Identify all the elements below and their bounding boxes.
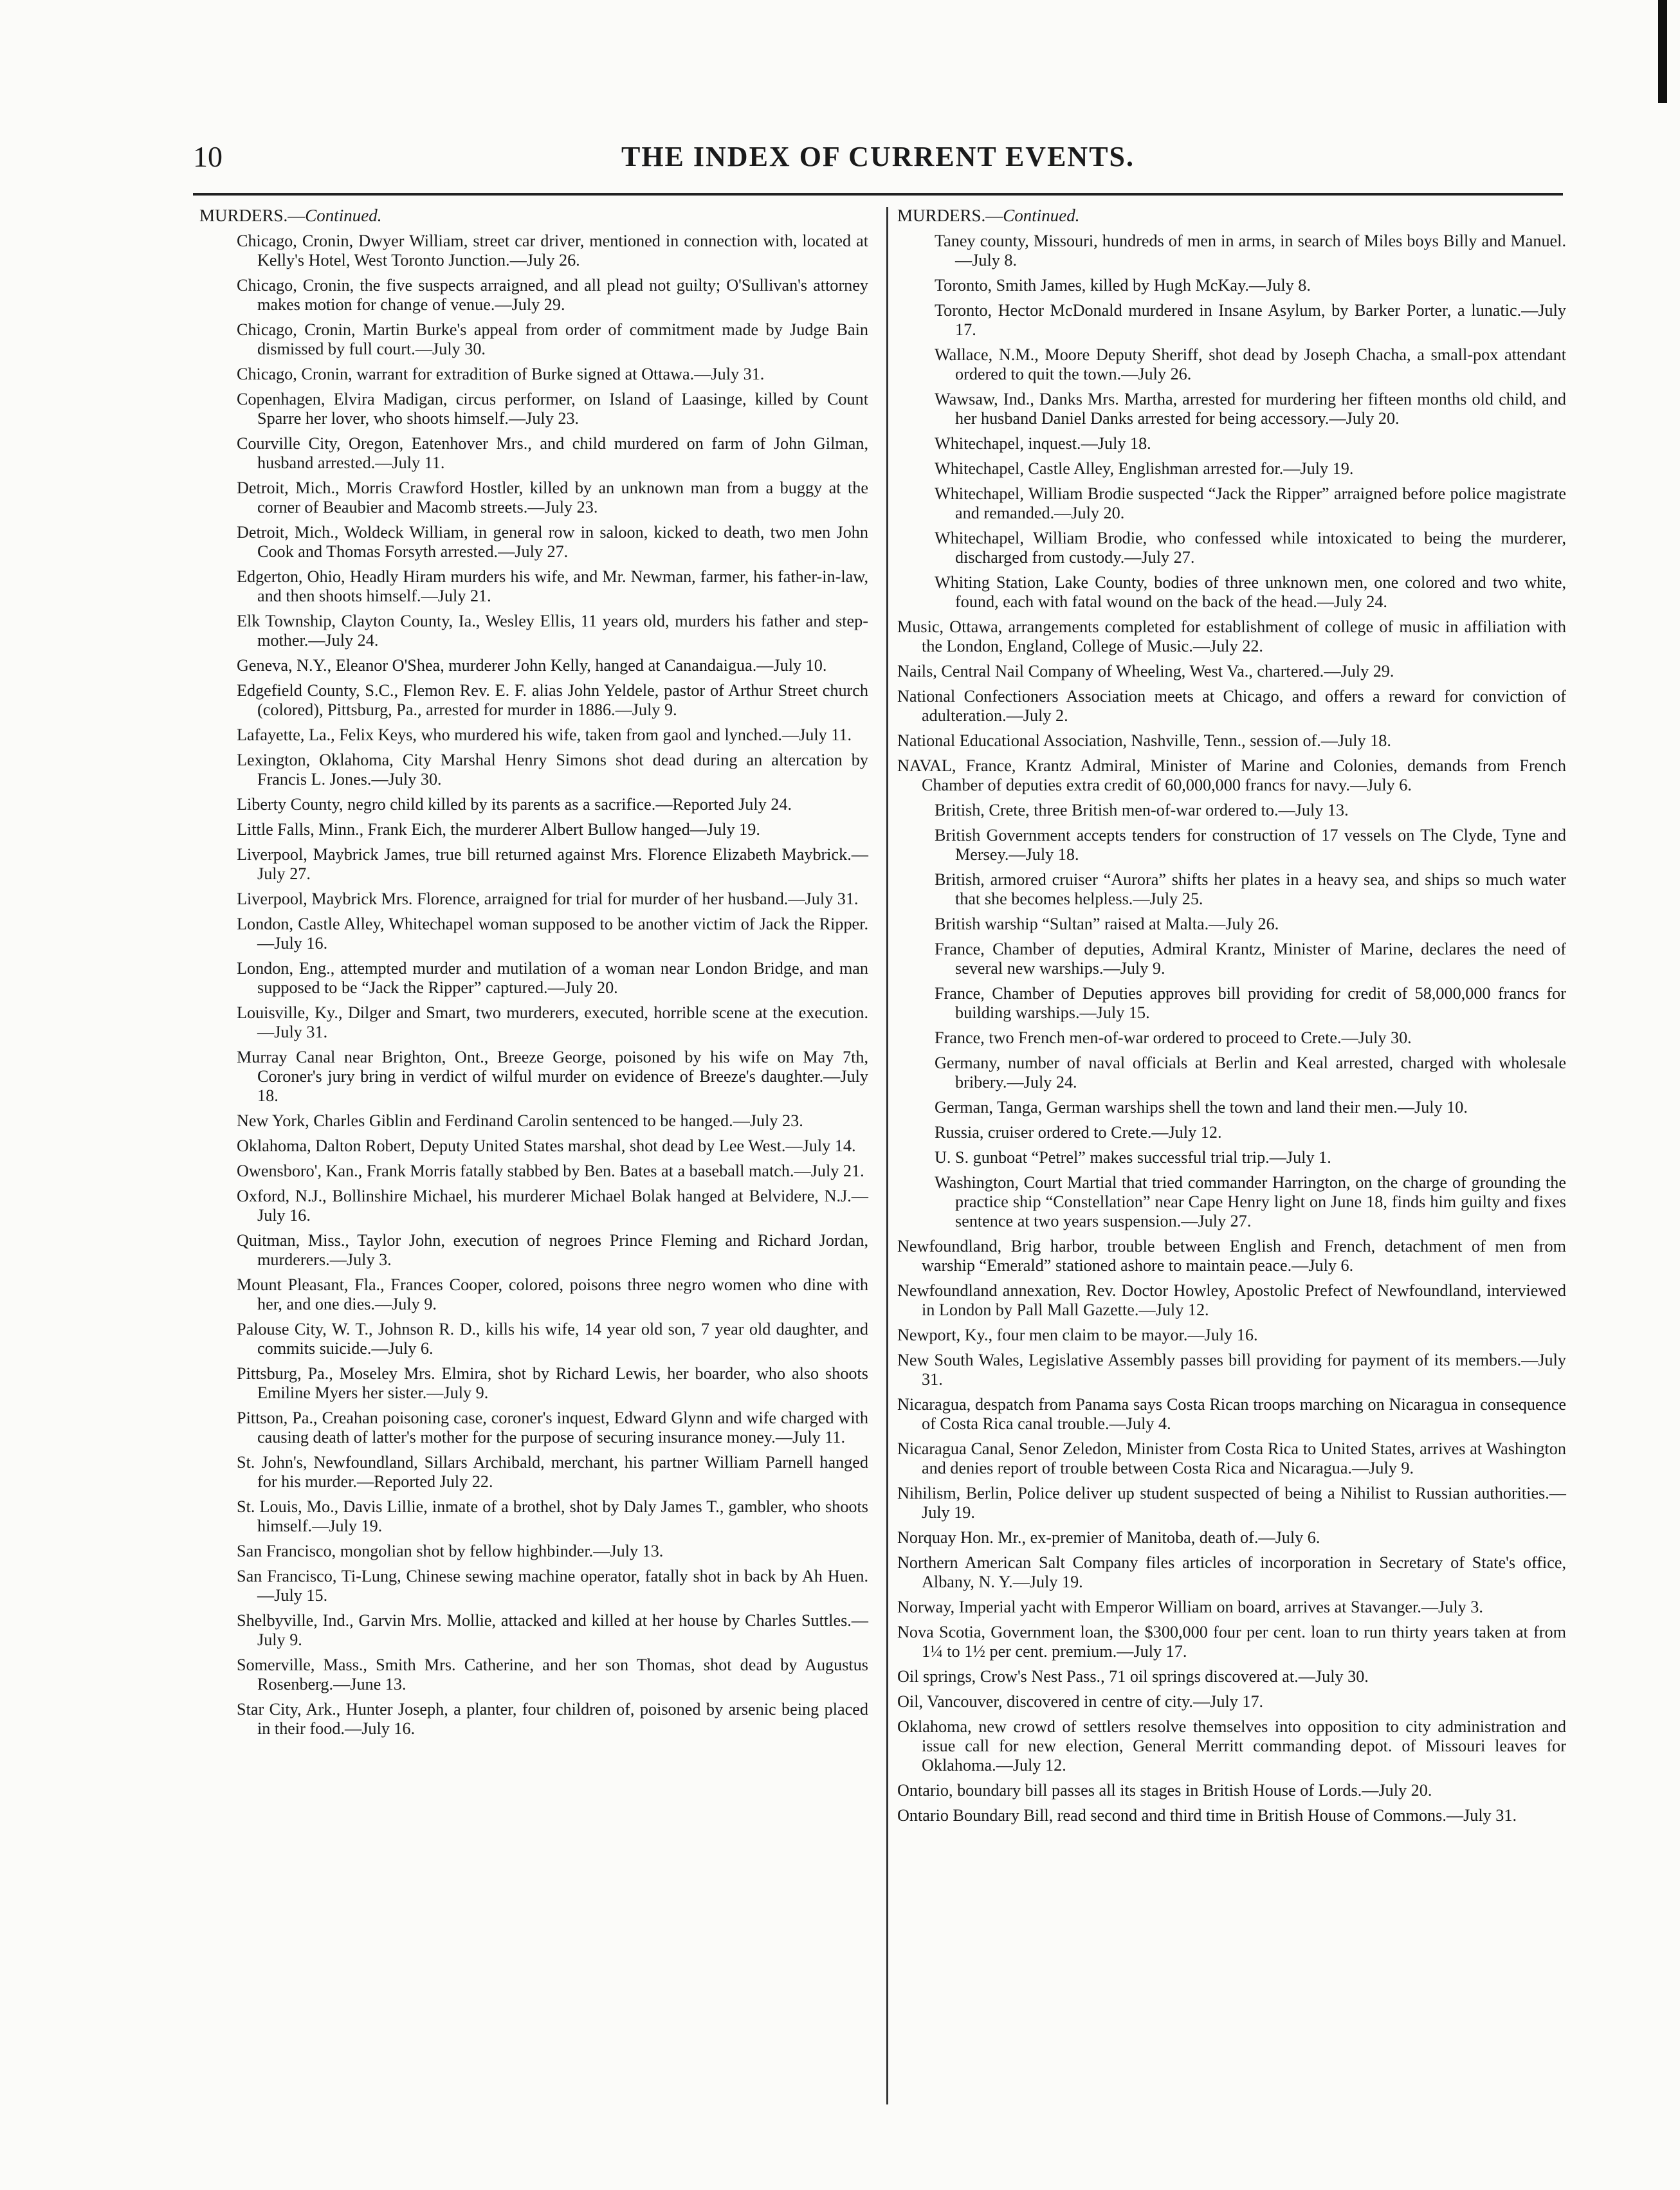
entry-list [199, 232, 868, 1738]
index-entry: Germany, number of naval officials at Berlin and Keal arrested, charged with wholesale bribery.—July 24. [935, 1054, 1566, 1091]
index-entry: National Educational Association, Nashville, Tenn., session of.—July 18. [897, 731, 1391, 750]
index-entry: British warship “Sultan” raised at Malta.—July 26. [935, 915, 1279, 933]
index-entry: Taney county, Missouri, hundreds of men in arms, in search of Miles boys Billy and Manuel.—July 8. [935, 232, 1566, 269]
section-heading-label: MURDERS. [199, 206, 288, 225]
index-entry: Quitman, Miss., Taylor John, execution of negroes Prince Fleming and Richard Jordan, murderers.—July 3. [237, 1231, 868, 1269]
index-entry: Liverpool, Maybrick James, true bill returned against Mrs. Florence Elizabeth Maybrick.—July 27. [237, 845, 868, 883]
index-entry: Nails, Central Nail Company of Wheeling, West Va., chartered.—July 29. [897, 662, 1394, 680]
index-entry: Mount Pleasant, Fla., Frances Cooper, colored, poisons three negro women who dine with her, and one dies.—July 9. [237, 1275, 868, 1313]
index-entry: Courville City, Oregon, Eatenhover Mrs., and child murdered on farm of John Gilman, husband arrested.—July 11. [237, 434, 868, 472]
index-entry: Detroit, Mich., Morris Crawford Hostler, killed by an unknown man from a buggy at the corner of Beaubier and Macomb streets.—July 23. [237, 479, 868, 516]
index-entry: Elk Township, Clayton County, Ia., Wesley Ellis, 11 years old, murders his father and step-mother.—July 24. [237, 612, 868, 650]
index-entry: U. S. gunboat “Petrel” makes successful trial trip.—July 1. [935, 1148, 1331, 1167]
index-entry: France, Chamber of Deputies approves bill providing for credit of 58,000,000 francs for building warships.—July 15. [935, 984, 1566, 1022]
index-entry: Palouse City, W. T., Johnson R. D., kills his wife, 14 year old son, 7 year old daughter, and commits suicide.—July 6. [237, 1320, 868, 1358]
index-entry: Nihilism, Berlin, Police deliver up student suspected of being a Nihilist to Russian authorities.—July 19. [897, 1484, 1566, 1522]
index-entry: Detroit, Mich., Woldeck William, in general row in saloon, kicked to death, two men John Cook and Thomas Forsyth arrested.—July 27. [237, 523, 868, 561]
index-entry: Whitechapel, Castle Alley, Englishman arrested for.—July 19. [935, 459, 1354, 478]
index-entry: Oxford, N.J., Bollinshire Michael, his murderer Michael Bolak hanged at Belvidere, N.J.—July 16. [237, 1187, 868, 1225]
index-entry: Somerville, Mass., Smith Mrs. Catherine, and her son Thomas, shot dead by Augustus Rosenberg.—June 13. [237, 1656, 868, 1693]
index-entry: Whitechapel, William Brodie suspected “Jack the Ripper” arraigned before police magistrate and remanded.—July 20. [935, 484, 1566, 522]
index-entry: Chicago, Cronin, the five suspects arraigned, and all plead not guilty; O'Sullivan's attorney makes motion for change of venue.—July 29. [237, 276, 868, 314]
section-heading: MURDERS.—Continued. [897, 206, 1080, 225]
index-entry: France, two French men-of-war ordered to proceed to Crete.—July 30. [935, 1028, 1412, 1047]
index-entry: Newfoundland annexation, Rev. Doctor Howley, Apostolic Prefect of Newfoundland, interviewed in London by Pall Mall Gazette.—July 12. [897, 1281, 1566, 1319]
index-entry: Whitechapel, William Brodie, who confessed while intoxicated to being the murderer, discharged from custody.—July 27. [935, 529, 1566, 567]
index-entry: Washington, Court Martial that tried commander Harrington, on the charge of grounding the practice ship “Constellation” near Cape Henry light on June 18, finds him guilty and fixes sentence at two years suspension.—July 27. [935, 1173, 1566, 1230]
header-rule [193, 193, 1563, 196]
index-entry: Geneva, N.Y., Eleanor O'Shea, murderer John Kelly, hanged at Canandaigua.—July 10. [237, 656, 827, 675]
index-entry: Newfoundland, Brig harbor, trouble between English and French, detachment of men from warship “Emerald” stationed ashore to maintain peace.—July 6. [897, 1237, 1566, 1275]
index-entry: Owensboro', Kan., Frank Morris fatally stabbed by Ben. Bates at a baseball match.—July 21. [237, 1162, 864, 1180]
section-heading: MURDERS.—Continued. [199, 206, 382, 225]
index-entry: Oklahoma, Dalton Robert, Deputy United States marshal, shot dead by Lee West.—July 14. [237, 1136, 856, 1155]
column-divider [886, 207, 888, 2104]
index-entry: National Confectioners Association meets at Chicago, and offers a reward for conviction of adulteration.—July 2. [897, 687, 1566, 725]
index-entry: San Francisco, mongolian shot by fellow highbinder.—July 13. [237, 1542, 664, 1560]
index-entry: Chicago, Cronin, warrant for extradition of Burke signed at Ottawa.—July 31. [237, 365, 765, 383]
index-entry: Wallace, N.M., Moore Deputy Sheriff, shot dead by Joseph Chacha, a small-pox attendant ordered to quit the town.—July 26. [935, 345, 1566, 383]
index-entry: Pittson, Pa., Creahan poisoning case, coroner's inquest, Edward Glynn and wife charged with causing death of latter's mother for the purpose of securing insurance money.—July 11. [237, 1409, 868, 1446]
index-entry: Edgerton, Ohio, Headly Hiram murders his wife, and Mr. Newman, farmer, his father-in-law, and then shoots himself.—July 21. [237, 567, 868, 605]
index-entry: Louisville, Ky., Dilger and Smart, two murderers, executed, horrible scene at the execution.—July 31. [237, 1003, 868, 1041]
index-entry: Oil springs, Crow's Nest Pass., 71 oil springs discovered at.—July 30. [897, 1667, 1369, 1686]
page-header [193, 138, 1563, 183]
index-entry: Oklahoma, new crowd of settlers resolve themselves into opposition to city administration and issue call for new election, General Merritt commanding depot. of Missouri leaves for Oklahoma.—July 12. [897, 1717, 1566, 1775]
index-entry: New York, Charles Giblin and Ferdinand Carolin sentenced to be hanged.—July 23. [237, 1111, 803, 1130]
index-entry: Lexington, Oklahoma, City Marshal Henry Simons shot dead during an altercation by Francis L. Jones.—July 30. [237, 751, 868, 789]
index-entry: NAVAL, France, Krantz Admiral, Minister of Marine and Colonies, demands from French Chamber of deputies extra credit of 60,000,000 francs for navy.—July 6. [897, 756, 1566, 794]
index-entry: British Government accepts tenders for construction of 17 vessels on The Clyde, Tyne and Mersey.—July 18. [935, 826, 1566, 864]
index-entry: Russia, cruiser ordered to Crete.—July 12. [935, 1123, 1222, 1142]
index-entry: France, Chamber of deputies, Admiral Krantz, Minister of Marine, declares the need of several new warships.—July 9. [935, 940, 1566, 978]
index-entry: St. John's, Newfoundland, Sillars Archibald, merchant, his partner William Parnell hanged for his murder.—Reported July 22. [237, 1453, 868, 1491]
index-entry: British, armored cruiser “Aurora” shifts her plates in a heavy sea, and ships so much water that she becomes helpless.—July 25. [935, 870, 1566, 908]
index-entry: Chicago, Cronin, Dwyer William, street car driver, mentioned in connection with, located at Kelly's Hotel, West Toronto Junction.—July 26. [237, 232, 868, 269]
page-number: 10 [193, 140, 223, 173]
section-heading-suffix: Continued. [1003, 206, 1080, 225]
index-entry: Edgefield County, S.C., Flemon Rev. E. F. alias John Yeldele, pastor of Arthur Street church (colored), Pittsburg, Pa., arrested for murder in 1886.—July 9. [237, 681, 868, 719]
scan-edge-mark [1658, 0, 1667, 103]
index-entry: Lafayette, La., Felix Keys, who murdered his wife, taken from gaol and lynched.—July 11. [237, 725, 852, 744]
index-entry: San Francisco, Ti-Lung, Chinese sewing machine operator, fatally shot in back by Ah Huen.—July 15. [237, 1567, 868, 1605]
index-entry: St. Louis, Mo., Davis Lillie, inmate of a brothel, shot by Daly James T., gambler, who shoots himself.—July 19. [237, 1497, 868, 1535]
running-title: THE INDEX OF CURRENT EVENTS. [621, 141, 1135, 172]
index-entry: Liberty County, negro child killed by its parents as a sacrifice.—Reported July 24. [237, 795, 792, 814]
index-entry: Ontario, boundary bill passes all its stages in British House of Lords.—July 20. [897, 1781, 1432, 1800]
section-heading-suffix: Continued. [305, 206, 382, 225]
index-entry: Pittsburg, Pa., Moseley Mrs. Elmira, shot by Richard Lewis, her boarder, who also shoots Emiline Myers her sister.—July 9. [237, 1364, 868, 1402]
index-entry: Nicaragua Canal, Senor Zeledon, Minister from Costa Rica to United States, arrives at Washington and denies report of trouble between Costa Rica and Nicaragua.—July 9. [897, 1439, 1566, 1477]
index-entry: Chicago, Cronin, Martin Burke's appeal from order of commitment made by Judge Bain dismissed by full court.—July 30. [237, 320, 868, 358]
index-entry: Nicaragua, despatch from Panama says Costa Rican troops marching on Nicaragua in consequence of Costa Rica canal trouble.—July 4. [897, 1395, 1566, 1433]
index-entry: Toronto, Hector McDonald murdered in Insane Asylum, by Barker Porter, a lunatic.—July 17. [935, 301, 1566, 339]
index-entry: Little Falls, Minn., Frank Eich, the murderer Albert Bullow hanged—July 19. [237, 820, 760, 839]
section-heading-label: MURDERS. [897, 206, 986, 225]
index-entry: Toronto, Smith James, killed by Hugh McKay.—July 8. [935, 276, 1311, 295]
index-entry: Star City, Ark., Hunter Joseph, a planter, four children of, poisoned by arsenic being placed in their food.—July 16. [237, 1700, 868, 1738]
index-entry: Norquay Hon. Mr., ex-premier of Manitoba, death of.—July 6. [897, 1528, 1320, 1547]
index-entry: Murray Canal near Brighton, Ont., Breeze George, poisoned by his wife on May 7th, Coroner's jury bring in verdict of wilful murder on evidence of Breeze's daughter.—July 18. [237, 1048, 868, 1105]
index-entry: Music, Ottawa, arrangements completed for establishment of college of music in affiliation with the London, England, College of Music.—July 22. [897, 617, 1566, 655]
index-entry: Whitechapel, inquest.—July 18. [935, 434, 1151, 453]
index-entry: New South Wales, Legislative Assembly passes bill providing for payment of its members.—July 31. [897, 1351, 1566, 1389]
index-entry: Copenhagen, Elvira Madigan, circus performer, on Island of Laasinge, killed by Count Sparre her lover, who shoots himself.—July 23. [237, 390, 868, 428]
index-entry: Whiting Station, Lake County, bodies of three unknown men, one colored and two white, found, each with fatal wound on the back of the head.—July 24. [935, 573, 1566, 611]
index-entry: Liverpool, Maybrick Mrs. Florence, arraigned for trial for murder of her husband.—July 31. [237, 890, 859, 908]
index-entry: Shelbyville, Ind., Garvin Mrs. Mollie, attacked and killed at her house by Charles Suttles.—July 9. [237, 1611, 868, 1649]
index-entry: London, Eng., attempted murder and mutilation of a woman near London Bridge, and man supposed to be “Jack the Ripper” captured.—July 20. [237, 959, 868, 997]
index-entry: Nova Scotia, Government loan, the $300,000 four per cent. loan to run thirty years taken at from 1¼ to 1½ per cent. premium.—July 17. [897, 1623, 1566, 1661]
index-entry: Northern American Salt Company files articles of incorporation in Secretary of State's office, Albany, N. Y.—July 19. [897, 1553, 1566, 1591]
right-column [897, 206, 1566, 1831]
index-entry: Newport, Ky., four men claim to be mayor.—July 16. [897, 1326, 1258, 1344]
index-entry: London, Castle Alley, Whitechapel woman supposed to be another victim of Jack the Ripper.—July 16. [237, 915, 868, 953]
index-entry: Wawsaw, Ind., Danks Mrs. Martha, arrested for murdering her fifteen months old child, and her husband Daniel Danks arrested for being accessory.—July 20. [935, 390, 1566, 428]
index-entry: British, Crete, three British men-of-war ordered to.—July 13. [935, 801, 1349, 819]
entry-list [897, 232, 1566, 1825]
left-column [199, 206, 868, 1744]
index-entry: Norway, Imperial yacht with Emperor William on board, arrives at Stavanger.—July 3. [897, 1598, 1483, 1616]
index-entry: Ontario Boundary Bill, read second and third time in British House of Commons.—July 31. [897, 1806, 1517, 1825]
index-entry: German, Tanga, German warships shell the town and land their men.—July 10. [935, 1098, 1468, 1117]
index-entry: Oil, Vancouver, discovered in centre of city.—July 17. [897, 1692, 1264, 1711]
